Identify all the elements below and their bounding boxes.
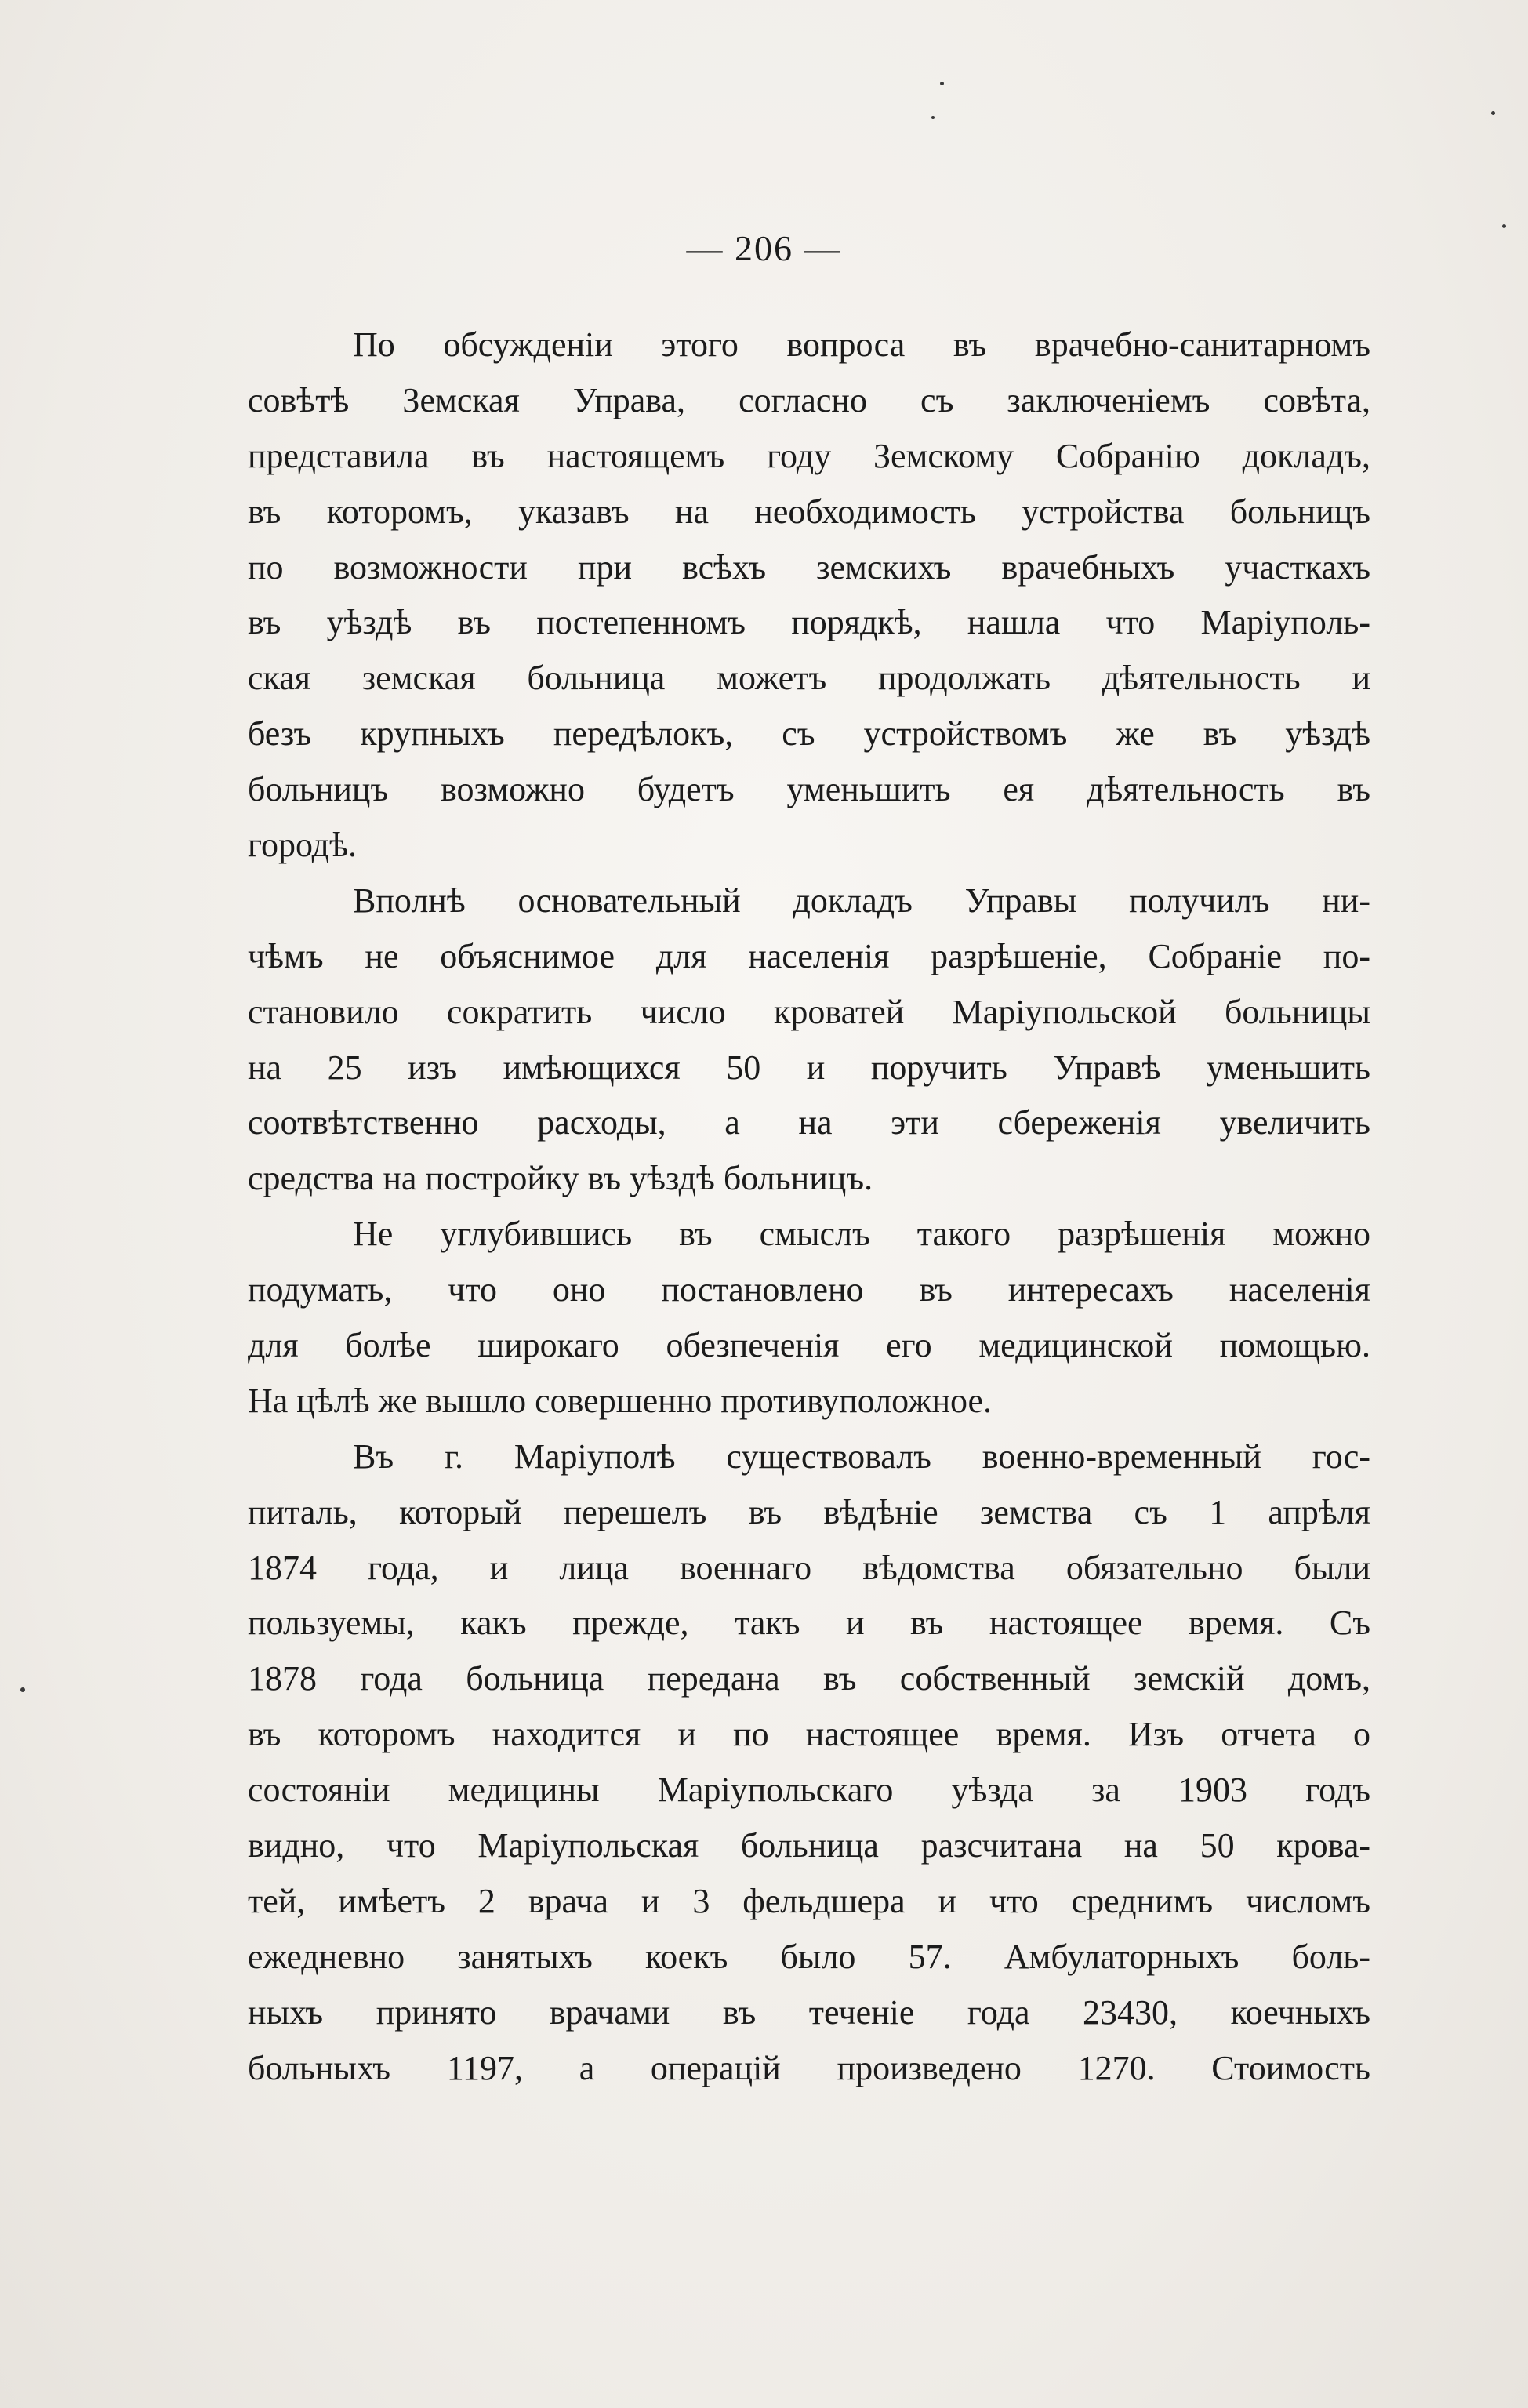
text-line: Не углубившись въ смыслъ такого разрѣшенія можно [353, 1215, 1370, 1254]
text-line: представила въ настоящемъ году Земскому Собранію докладъ, [248, 436, 1370, 475]
text-line: въ которомъ находится и по настоящее время. Изъ отчета о [248, 1715, 1370, 1754]
text-line: больницъ возможно будетъ уменьшить ея дѣятельность въ [248, 770, 1370, 809]
text-line: безъ крупныхъ передѣлокъ, съ устройствомъ же въ уѣздѣ [248, 714, 1370, 754]
text-line: ская земская больница можетъ продолжать дѣятельность и [248, 659, 1370, 698]
text-line: На цѣлѣ же вышло совершенно противуположное. [248, 1381, 993, 1420]
text-line: для болѣе широкаго обезпеченія его медицинской помощью. [248, 1326, 1370, 1365]
body-text [248, 318, 1370, 2097]
page-number: — 206 — [686, 228, 842, 268]
ink-speck [931, 116, 935, 119]
text-line: подумать, что оно постановлено въ интересахъ населенія [248, 1270, 1370, 1309]
ink-speck [1491, 111, 1495, 115]
text-line: соотвѣтственно расходы, а на эти сбереженія увеличить [248, 1103, 1370, 1142]
text-line: ежедневно занятыхъ коекъ было 57. Амбулаторныхъ боль- [248, 1937, 1370, 1976]
text-line: видно, что Маріупольская больница разсчитана на 50 крова- [248, 1826, 1370, 1865]
text-line: больныхъ 1197, а операцій произведено 1270. Стоимость [248, 2048, 1370, 2087]
text-line: чѣмъ не объяснимое для населенія разрѣшеніе, Собраніе по- [248, 936, 1370, 975]
text-line: По обсужденіи этого вопроса въ врачебно-санитарномъ [353, 325, 1370, 364]
text-line: тей, имѣетъ 2 врача и 3 фельдшера и что среднимъ числомъ [248, 1881, 1370, 1920]
text-line: 1878 года больница передана въ собственный земскій домъ, [248, 1659, 1370, 1698]
text-line: городѣ. [248, 826, 357, 865]
paragraph-3 [248, 1207, 1370, 1429]
text-line: состояніи медицины Маріупольскаго уѣзда за 1903 годъ [248, 1771, 1370, 1810]
text-line: средства на постройку въ уѣздѣ больницъ. [248, 1159, 873, 1198]
text-line: становило сократить число кроватей Маріупольской больницы [248, 992, 1370, 1031]
text-line: въ которомъ, указавъ на необходимость устройства больницъ [248, 492, 1370, 531]
text-line: 1874 года, и лица военнаго вѣдомства обязательно были [248, 1548, 1370, 1587]
text-line: Вполнѣ основательный докладъ Управы получилъ ни- [353, 881, 1370, 920]
text-line: на 25 изъ имѣющихся 50 и поручить Управѣ уменьшить [248, 1048, 1370, 1087]
text-line: Въ г. Маріуполѣ существовалъ военно-временный гос- [353, 1436, 1370, 1476]
ink-speck [20, 1687, 25, 1692]
paragraph-1 [248, 318, 1370, 873]
paragraph-4 [248, 1429, 1370, 2097]
text-line: питаль, который перешелъ въ вѣдѣніе земства съ 1 апрѣля [248, 1492, 1370, 1531]
text-line: пользуемы, какъ прежде, такъ и въ настоящее время. Съ [248, 1604, 1370, 1643]
ink-speck [940, 82, 944, 85]
paragraph-2 [248, 873, 1370, 1207]
text-line: въ уѣздѣ въ постепенномъ порядкѣ, нашла что Маріуполь- [248, 603, 1370, 642]
text-line: ныхъ принято врачами въ теченіе года 23430, коечныхъ [248, 1992, 1370, 2032]
text-line: по возможности при всѣхъ земскихъ врачебныхъ участкахъ [248, 547, 1370, 587]
text-line: совѣтѣ Земская Управа, согласно съ заключеніемъ совѣта, [248, 380, 1370, 419]
